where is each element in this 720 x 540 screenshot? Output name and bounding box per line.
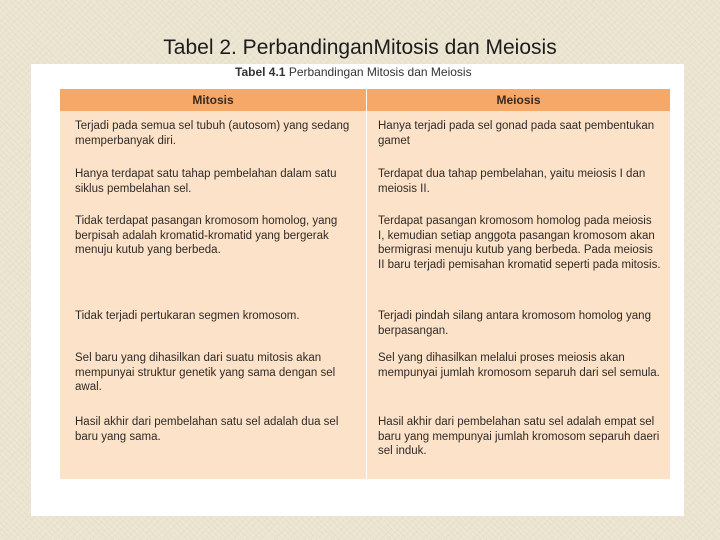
table-header-row <box>60 89 670 111</box>
table-cell-meiosis: Hasil akhir dari pembelahan satu sel adalah empat sel baru yang mempunyai jumlah kromosom separuh daeri sel induk. <box>378 416 660 457</box>
table-caption-number: Tabel 4.1 <box>235 65 286 79</box>
table-cell-mitosis: Tidak terjadi pertukaran segmen kromosom. <box>75 310 300 322</box>
table-caption-text: Perbandingan Mitosis dan Meiosis <box>288 65 472 79</box>
table-cell-meiosis: Hanya terjadi pada sel gonad pada saat pembentukan gamet <box>378 120 655 147</box>
table-cell-meiosis: Terdapat dua tahap pembelahan, yaitu meiosis I dan meiosis II. <box>378 168 646 195</box>
table-cell-mitosis: Sel baru yang dihasilkan dari suatu mitosis akan mempunyai struktur genetik yang sama dengan sel awal. <box>75 352 336 393</box>
slide-title: Tabel 2. PerbandinganMitosis dan Meiosis <box>163 36 557 59</box>
table-cell-mitosis: Hasil akhir dari pembelahan satu sel adalah dua sel baru yang sama. <box>75 416 339 443</box>
table-cell-meiosis: Sel yang dihasilkan melalui proses meiosis akan mempunyai jumlah kromosom separuh dari sel semula. <box>378 352 660 379</box>
table-cell-mitosis: Terjadi pada semua sel tubuh (autosom) yang sedang memperbanyak diri. <box>75 120 350 147</box>
column-header-mitosis: Mitosis <box>192 93 234 107</box>
column-divider <box>366 89 367 479</box>
table-cell-mitosis: Hanya terdapat satu tahap pembelahan dalam satu siklus pembelahan sel. <box>75 168 337 195</box>
column-header-meiosis: Meiosis <box>496 93 541 107</box>
scanned-table-image <box>31 64 684 516</box>
comparison-table <box>60 89 670 479</box>
table-caption <box>235 65 472 79</box>
table-cell-mitosis: Tidak terdapat pasangan kromosom homolog, yang berpisah adalah kromatid-kromatid yang bergerak menuju kutub yang berbeda. <box>75 215 338 256</box>
table-cell-meiosis: Terdapat pasangan kromosom homolog pada meiosis I, kemudian setiap anggota pasangan kromosom akan bermigrasi menuju kutub yang berbeda. Pada meiosis II baru terjadi pemisahan kromatid seperti pada mitosis. <box>378 215 661 271</box>
table-cell-meiosis: Terjadi pindah silang antara kromosom homolog yang berpasangan. <box>378 310 651 337</box>
